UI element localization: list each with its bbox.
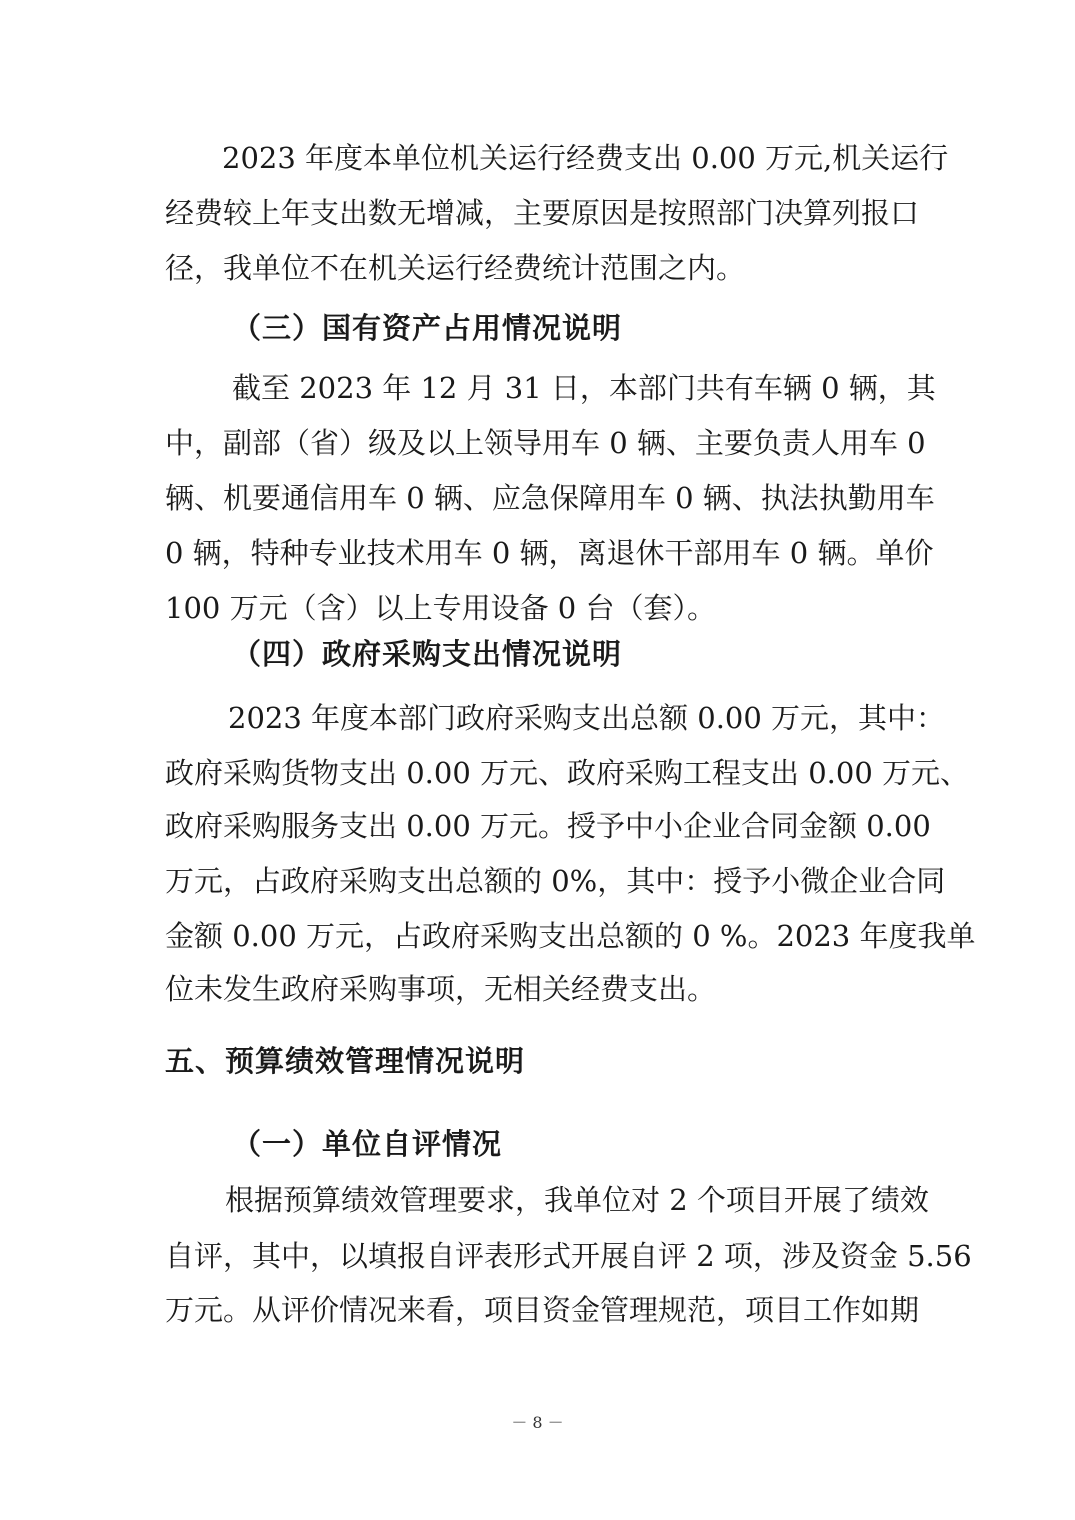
section-heading-self-evaluation: （一）单位自评情况 [232,1127,503,1161]
section-heading-assets: （三）国有资产占用情况说明 [232,311,623,345]
paragraph-line: 万元。从评价情况来看，项目资金管理规范，项目工作如期 [165,1293,920,1327]
paragraph-line: 位未发生政府采购事项，无相关经费支出。 [165,972,717,1006]
paragraph-line: 自评，其中，以填报自评表形式开展自评 2 项，涉及资金 5.56 [165,1239,972,1273]
paragraph-line: 政府采购服务支出 0.00 万元。授予中小企业合同金额 0.00 [165,809,931,843]
paragraph-line: 2023 年度本单位机关运行经费支出 0.00 万元,机关运行 [222,141,949,175]
paragraph-line: 辆、机要通信用车 0 辆、应急保障用车 0 辆、执法执勤用车 [165,481,935,515]
paragraph-line: 截至 2023 年 12 月 31 日，本部门共有车辆 0 辆，其 [232,371,936,405]
paragraph-line: 100 万元（含）以上专用设备 0 台（套）。 [165,591,716,625]
paragraph-line: 2023 年度本部门政府采购支出总额 0.00 万元，其中： [228,701,946,735]
paragraph-line: 径，我单位不在机关运行经费统计范围之内。 [165,251,746,285]
paragraph-line: 万元，占政府采购支出总额的 0%，其中：授予小微企业合同 [165,864,946,898]
paragraph-line: 0 辆，特种专业技术用车 0 辆，离退休干部用车 0 辆。单价 [165,536,934,570]
paragraph-line: 政府采购货物支出 0.00 万元、政府采购工程支出 0.00 万元、 [165,756,970,790]
page-number: － 8 － [511,1413,564,1432]
paragraph-line: 中，副部（省）级及以上领导用车 0 辆、主要负责人用车 0 [165,426,926,460]
paragraph-line: 经费较上年支出数无增减，主要原因是按照部门决算列报口 [165,196,920,230]
section-heading-procurement: （四）政府采购支出情况说明 [232,637,623,671]
section-heading-performance: 五、预算绩效管理情况说明 [165,1044,526,1078]
paragraph-line: 根据预算绩效管理要求，我单位对 2 个项目开展了绩效 [225,1183,929,1217]
paragraph-line: 金额 0.00 万元，占政府采购支出总额的 0 %。2023 年度我单 [165,919,976,953]
